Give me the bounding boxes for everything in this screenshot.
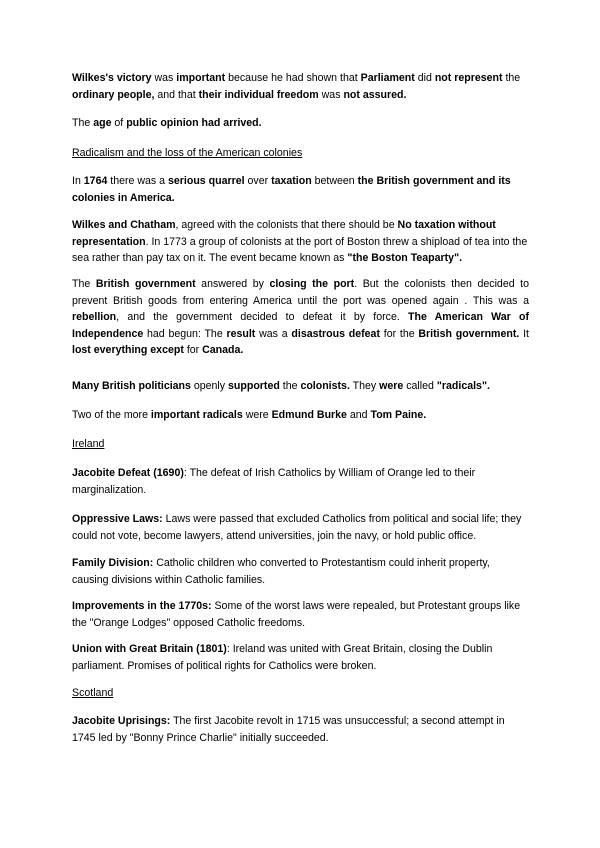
heading-ireland: Ireland bbox=[72, 438, 105, 450]
heading-american-colonies: Radicalism and the loss of the American colonies bbox=[72, 147, 303, 159]
heading-scotland: Scotland bbox=[72, 687, 114, 699]
ireland-item-1770s-improvements: Improvements in the 1770s: Some of the worst laws were repealed, but Protestant groups like the "Orange Lodges" opposed Catholic freedoms. bbox=[72, 600, 521, 629]
ireland-item-oppressive-laws: Oppressive Laws: Laws were passed that excluded Catholics from political and social life; they could not vote, become lawyers, attend universities, join the navy, or hold public office. bbox=[72, 513, 522, 542]
paragraph-public-opinion: The age of public opinion had arrived. bbox=[72, 117, 262, 129]
ireland-item-union-1801: Union with Great Britain (1801): Ireland was united with Great Britain, closing the Dublin parliament. Promises of political rights for Catholics were broken. bbox=[72, 643, 493, 672]
ireland-item-jacobite-defeat: Jacobite Defeat (1690): The defeat of Irish Catholics by William of Orange led to their marginalization. bbox=[72, 467, 476, 496]
paragraph-radicals: Many British politicians openly supported the colonists. They were called "radicals". bbox=[72, 380, 490, 392]
paragraph-war-of-independence: The British government answered by closing the port. But the colonists then decided to prevent British goods from entering America until the port was opened again . This was a rebellion, and the government decided to defeat it by force. The American War of Independence had begun: The result was a disastrous defeat for the British government. It lost everything except for Canada. bbox=[72, 278, 530, 356]
paragraph-1764-quarrel: In 1764 there was a serious quarrel over taxation between the British government and its colonies in America. bbox=[72, 175, 511, 204]
ireland-item-family-division: Family Division: Catholic children who converted to Protestantism could inherit property, causing divisions within Catholic families. bbox=[72, 557, 490, 586]
paragraph-boston-teaparty: Wilkes and Chatham, agreed with the colonists that there should be No taxation without representation. In 1773 a group of colonists at the port of Boston threw a shipload of tea into the sea rather than pay tax on it. The event became known as "the Boston Teaparty". bbox=[72, 219, 528, 264]
paragraph-wilkes-victory: Wilkes's victory was important because he had shown that Parliament did not represent the ordinary people, and that their individual freedom was not assured. bbox=[72, 72, 521, 101]
scotland-item-jacobite-uprisings: Jacobite Uprisings: The first Jacobite revolt in 1715 was unsuccessful; a second attempt in 1745 led by "Bonny Prince Charlie" initially succeeded. bbox=[72, 715, 505, 744]
paragraph-important-radicals: Two of the more important radicals were Edmund Burke and Tom Paine. bbox=[72, 409, 427, 421]
